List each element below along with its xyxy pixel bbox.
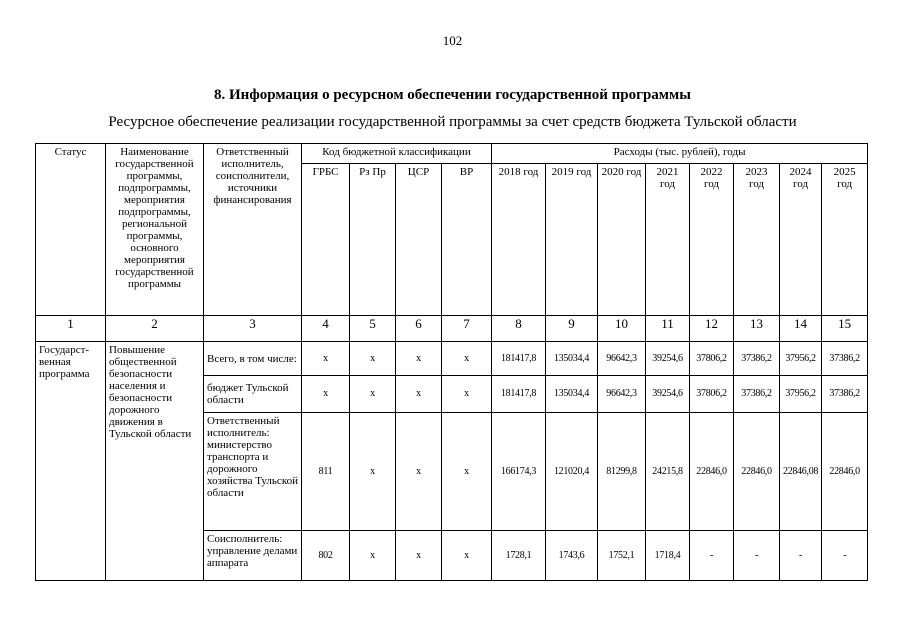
cell-grbs: x (302, 342, 350, 376)
cell-value: 96642,3 (598, 376, 646, 413)
header-year: 2024 год (780, 164, 822, 316)
cell-value: 1718,4 (646, 531, 690, 581)
cell-value: 37386,2 (822, 376, 868, 413)
cell-value: 96642,3 (598, 342, 646, 376)
row-label: Всего, в том числе: (204, 342, 302, 376)
column-number: 13 (734, 316, 780, 342)
header-year: 2018 год (492, 164, 546, 316)
column-number: 9 (546, 316, 598, 342)
header-csr: ЦСР (396, 164, 442, 316)
header-year: 2019 год (546, 164, 598, 316)
cell-value: 135034,4 (546, 342, 598, 376)
header-status: Статус (36, 144, 106, 316)
header-responsible: Ответственный исполнитель, соисполнители, источники финансирования (204, 144, 302, 316)
header-year: 2025 год (822, 164, 868, 316)
cell-value: 37806,2 (690, 376, 734, 413)
header-vr: ВР (442, 164, 492, 316)
header-row-1 (36, 144, 868, 164)
table-row (36, 342, 868, 376)
cell-value: 81299,8 (598, 413, 646, 531)
cell-value: 1752,1 (598, 531, 646, 581)
section-title: 8. Информация о ресурсном обеспечении государственной программы (214, 87, 691, 103)
cell-value: 1743,6 (546, 531, 598, 581)
cell-grbs: 811 (302, 413, 350, 531)
table-subtitle: Ресурсное обеспечение реализации государственной программы за счет средств бюджета Тульской области (108, 114, 797, 130)
cell-value: 166174,3 (492, 413, 546, 531)
cell-csr: x (396, 413, 442, 531)
column-number: 6 (396, 316, 442, 342)
cell-csr: x (396, 376, 442, 413)
header-year: 2023 год (734, 164, 780, 316)
cell-value: 37956,2 (780, 342, 822, 376)
cell-value: 37956,2 (780, 376, 822, 413)
cell-value: 37386,2 (734, 342, 780, 376)
row-label: Соисполнитель: управление делами аппарата (204, 531, 302, 581)
resources-table (35, 143, 868, 581)
cell-value: - (822, 531, 868, 581)
cell-value: 22846,0 (734, 413, 780, 531)
cell-vr: x (442, 342, 492, 376)
cell-csr: x (396, 531, 442, 581)
header-budget-code: Код бюджетной классификации (302, 144, 492, 164)
cell-value: 181417,8 (492, 342, 546, 376)
cell-grbs: x (302, 376, 350, 413)
header-name: Наименование государственной программы, подпрограммы, мероприятия подпрограммы, региональной программы, основного мероприятия государственной программы (106, 144, 204, 316)
header-year: 2021 год (646, 164, 690, 316)
row-label: Ответственный исполнитель: министерство транспорта и дорожного хозяйства Тульской области (204, 413, 302, 531)
column-number: 10 (598, 316, 646, 342)
column-number: 3 (204, 316, 302, 342)
cell-rzpr: x (350, 376, 396, 413)
cell-vr: x (442, 376, 492, 413)
column-number: 5 (350, 316, 396, 342)
cell-value: 135034,4 (546, 376, 598, 413)
header-expenses: Расходы (тыс. рублей), годы (492, 144, 868, 164)
cell-value: - (690, 531, 734, 581)
column-number: 4 (302, 316, 350, 342)
cell-value: - (734, 531, 780, 581)
cell-grbs: 802 (302, 531, 350, 581)
cell-value: 121020,4 (546, 413, 598, 531)
cell-value: 39254,6 (646, 376, 690, 413)
program-name: Повышение общественной безопасности населения и безопасности дорожного движения в Тульской области (106, 342, 204, 581)
cell-csr: x (396, 342, 442, 376)
page-number: 102 (442, 33, 463, 48)
header-rzpr: Рз Пр (350, 164, 396, 316)
cell-rzpr: x (350, 531, 396, 581)
program-status: Государст-венная программа (36, 342, 106, 581)
row-label: бюджет Тульской области (204, 376, 302, 413)
cell-value: - (780, 531, 822, 581)
cell-value: 37806,2 (690, 342, 734, 376)
cell-value: 22846,0 (822, 413, 868, 531)
cell-vr: x (442, 413, 492, 531)
column-number: 2 (106, 316, 204, 342)
cell-value: 37386,2 (822, 342, 868, 376)
cell-rzpr: x (350, 342, 396, 376)
cell-value: 22846,0 (690, 413, 734, 531)
column-number: 7 (442, 316, 492, 342)
cell-vr: x (442, 531, 492, 581)
column-number: 8 (492, 316, 546, 342)
column-number: 11 (646, 316, 690, 342)
column-number: 15 (822, 316, 868, 342)
cell-value: 37386,2 (734, 376, 780, 413)
header-grbs: ГРБС (302, 164, 350, 316)
cell-value: 1728,1 (492, 531, 546, 581)
column-number-row (36, 316, 868, 342)
cell-rzpr: x (350, 413, 396, 531)
cell-value: 39254,6 (646, 342, 690, 376)
cell-value: 22846,08 (780, 413, 822, 531)
column-number: 12 (690, 316, 734, 342)
cell-value: 24215,8 (646, 413, 690, 531)
cell-value: 181417,8 (492, 376, 546, 413)
column-number: 1 (36, 316, 106, 342)
header-year: 2020 год (598, 164, 646, 316)
header-year: 2022 год (690, 164, 734, 316)
column-number: 14 (780, 316, 822, 342)
